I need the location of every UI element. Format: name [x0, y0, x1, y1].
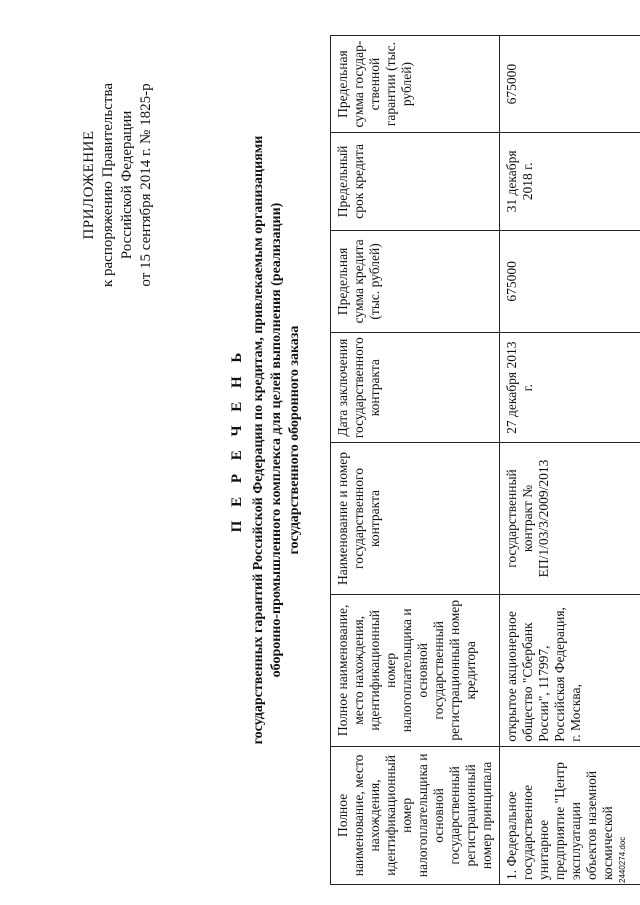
table-row: [500, 36, 640, 885]
header-contract-date: Дата заключения государственного контракта: [331, 333, 500, 443]
guarantees-table: [330, 35, 640, 885]
cell-credit-term: 31 декабря 2018 г.: [500, 133, 640, 230]
header-credit-amount: Предельная сумма кредита (тыс. рублей): [331, 230, 500, 333]
document-title: [228, 95, 304, 785]
cell-credit-amount: 675000: [500, 230, 640, 333]
table-header-row: [331, 36, 500, 885]
header-contract: Наименование и номер государственного контракта: [331, 443, 500, 595]
header-creditor: Полное наименование, место нахождения, идентификационный номер налогоплательщика и основной государственный регистрационный номер кредитора: [331, 594, 500, 746]
title-line-1: государственных гарантий Российской Федерации по кредитам, привлекаемым организациями: [251, 135, 266, 745]
header-credit-term: Предельный срок кредита: [331, 133, 500, 230]
document-reference: 2440274.doc: [618, 836, 627, 883]
appendix-line-2: Российской Федерации: [119, 110, 135, 260]
cell-guarantee-amount: 675000: [500, 36, 640, 133]
header-guarantee-amount: Предельная сумма государ-ственной гарантии (тыс. рублей): [331, 36, 500, 133]
appendix-block: [80, 25, 156, 345]
cell-principal: 1. Федеральное государственное унитарное предприятие "Центр эксплуатации объектов наземной космической: [500, 746, 640, 884]
appendix-heading: ПРИЛОЖЕНИЕ: [81, 130, 97, 240]
title-line-3: государственного оборонного заказа: [287, 325, 302, 555]
cell-contract-date: 27 декабря 2013 г.: [500, 333, 640, 443]
title-line-2: оборонно-промышленного комплекса для целей выполнения (реализации): [269, 202, 284, 678]
appendix-line-3: от 15 сентября 2014 г. № 1825-р: [138, 83, 154, 287]
cell-contract: государственный контракт № ЕП/1/03/3/2009/2013: [500, 443, 640, 595]
table-area: [322, 35, 640, 905]
header-principal: Полное наименование, место нахождения, идентификационный номер налогоплательщика и основной государственный регистрационный номер принципала: [331, 746, 500, 884]
title-spaced: П Е Р Е Ч Е Н Ь: [229, 347, 245, 533]
cell-creditor: открытое акционерное общество "Сбербанк России", 117997, Российская Федерация, г. Москва,: [500, 594, 640, 746]
appendix-line-1: к распоряжению Правительства: [100, 83, 116, 288]
